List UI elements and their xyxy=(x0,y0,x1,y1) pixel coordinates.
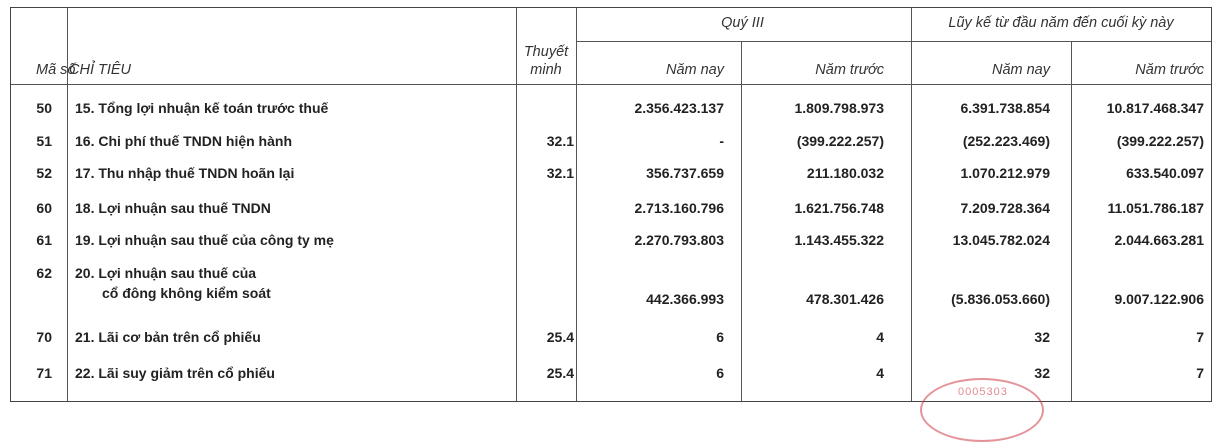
row-ytd-this-year: 7.209.728.364 xyxy=(960,200,1050,216)
row-item-label-continuation: cổ đông không kiểm soát xyxy=(102,285,271,301)
row-code: 51 xyxy=(36,133,52,149)
row-ytd-prior-year: 10.817.468.347 xyxy=(1106,100,1204,116)
row-ytd-prior-year: 7 xyxy=(1196,329,1204,345)
row-note: 25.4 xyxy=(546,365,574,381)
quarter-prior-year-header: Năm trước xyxy=(815,62,884,78)
note-column-header-line1: Thuyết xyxy=(523,44,569,60)
row-item-label: 19. Lợi nhuận sau thuế của công ty mẹ xyxy=(75,232,334,248)
row-quarter-prior-year: 1.621.756.748 xyxy=(794,200,884,216)
row-quarter-prior-year: 1.809.798.973 xyxy=(794,100,884,116)
row-ytd-this-year: 32 xyxy=(1034,365,1050,381)
row-code: 60 xyxy=(36,200,52,216)
row-ytd-prior-year: 633.540.097 xyxy=(1126,165,1204,181)
ytd-this-year-header: Năm nay xyxy=(991,62,1050,78)
row-item-label: 22. Lãi suy giảm trên cổ phiếu xyxy=(75,365,275,381)
row-ytd-this-year: 1.070.212.979 xyxy=(960,165,1050,181)
row-quarter-prior-year: 211.180.032 xyxy=(806,165,884,181)
row-code: 61 xyxy=(36,232,52,248)
row-quarter-this-year: 2.713.160.796 xyxy=(634,200,724,216)
row-ytd-prior-year: 2.044.663.281 xyxy=(1114,232,1204,248)
row-quarter-this-year: 6 xyxy=(716,365,724,381)
ytd-prior-year-header: Năm trước xyxy=(1135,62,1204,78)
row-code: 50 xyxy=(36,100,52,116)
row-quarter-this-year: 442.366.993 xyxy=(646,291,724,307)
row-item-label: 17. Thu nhập thuế TNDN hoãn lại xyxy=(75,165,295,181)
row-quarter-this-year: 6 xyxy=(716,329,724,345)
row-item-label: 15. Tổng lợi nhuận kế toán trước thuế xyxy=(75,100,329,116)
row-note: 32.1 xyxy=(546,165,574,181)
ytd-group-header: Lũy kế từ đầu năm đến cuối kỳ này xyxy=(948,15,1174,31)
quarter-this-year-header: Năm nay xyxy=(665,62,724,78)
row-ytd-this-year: 6.391.738.854 xyxy=(960,100,1050,116)
row-quarter-prior-year: 4 xyxy=(876,329,884,345)
column-divider xyxy=(741,41,742,401)
row-ytd-prior-year: (399.222.257) xyxy=(1116,133,1204,149)
row-quarter-this-year: 2.356.423.137 xyxy=(634,100,724,116)
column-divider xyxy=(1071,41,1072,401)
row-item-label: 16. Chi phí thuế TNDN hiện hành xyxy=(75,133,292,149)
row-quarter-this-year: 2.270.793.803 xyxy=(634,232,724,248)
header-bottom-rule xyxy=(11,84,1211,85)
row-note: 25.4 xyxy=(546,329,574,345)
row-ytd-this-year: (252.223.469) xyxy=(962,133,1050,149)
company-seal-text: 0005303 xyxy=(958,386,1008,398)
row-ytd-prior-year: 9.007.122.906 xyxy=(1114,291,1204,307)
row-item-label: 20. Lợi nhuận sau thuế của xyxy=(75,265,257,281)
row-code: 52 xyxy=(36,165,52,181)
row-quarter-prior-year: 4 xyxy=(876,365,884,381)
row-quarter-prior-year: 478.301.426 xyxy=(806,291,884,307)
row-note: 32.1 xyxy=(546,133,574,149)
row-ytd-this-year: (5.836.053.660) xyxy=(951,291,1050,307)
row-ytd-this-year: 32 xyxy=(1034,329,1050,345)
row-ytd-prior-year: 7 xyxy=(1196,365,1204,381)
row-quarter-this-year: 356.737.659 xyxy=(646,165,724,181)
row-item-label: 21. Lãi cơ bản trên cổ phiếu xyxy=(75,329,261,345)
row-code: 70 xyxy=(36,329,52,345)
note-column-header-line2: minh xyxy=(530,62,562,78)
quarter-group-header: Quý III xyxy=(721,15,764,31)
row-quarter-this-year: - xyxy=(719,133,724,149)
item-column-header: CHỈ TIÊU xyxy=(69,62,132,78)
row-code: 71 xyxy=(36,365,52,381)
header-subdivider xyxy=(576,41,1211,42)
row-item-label: 18. Lợi nhuận sau thuế TNDN xyxy=(75,200,271,216)
row-quarter-prior-year: (399.222.257) xyxy=(796,133,884,149)
code-column-header: Mã số xyxy=(36,62,76,78)
row-ytd-prior-year: 11.051.786.187 xyxy=(1107,200,1204,216)
row-code: 62 xyxy=(36,265,52,281)
row-ytd-this-year: 13.045.782.024 xyxy=(952,232,1050,248)
row-quarter-prior-year: 1.143.455.322 xyxy=(794,232,884,248)
